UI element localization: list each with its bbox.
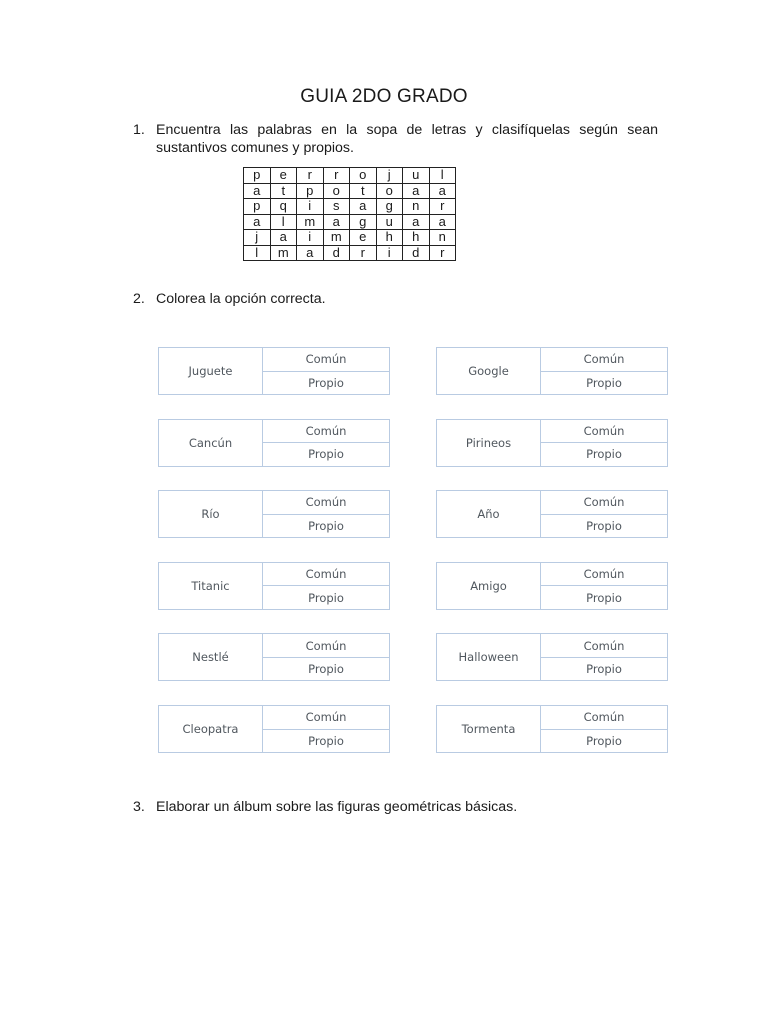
option-proper[interactable]: Propio [308,733,344,748]
word-search-row [244,183,456,199]
noun-label: Río [159,491,263,537]
word-search-cell[interactable]: o [323,183,350,199]
page-title: GUIA 2DO GRADO [300,86,468,107]
question-number: 1. [133,122,145,138]
classification-card [158,419,390,467]
classification-card [436,490,668,538]
option-proper[interactable]: Propio [308,590,344,605]
option-group [541,420,667,466]
question-text-line: Colorea la opción correcta. [156,291,326,307]
option-proper[interactable]: Propio [586,590,622,605]
option-common[interactable]: Común [541,634,667,658]
word-search-cell[interactable]: g [376,199,403,215]
classification-card [436,705,668,753]
classification-card [158,633,390,681]
word-search-cell[interactable]: j [244,230,271,246]
word-search-cell[interactable]: r [429,245,456,261]
word-search-row [244,168,456,184]
word-search-cell[interactable]: a [429,214,456,230]
word-search-cell[interactable]: l [270,214,297,230]
word-search-cell[interactable]: d [323,245,350,261]
classification-card [158,705,390,753]
word-search-cell[interactable]: u [376,214,403,230]
word-search-cell[interactable]: n [429,230,456,246]
word-search-cell[interactable]: m [270,245,297,261]
option-proper[interactable]: Propio [586,375,622,390]
noun-label: Juguete [159,348,263,394]
option-common[interactable]: Común [541,348,667,372]
question-text [156,121,658,157]
option-group [541,634,667,680]
noun-label: Titanic [159,563,263,609]
option-common[interactable]: Común [263,348,389,372]
word-search-cell[interactable]: l [244,245,271,261]
word-search-cell[interactable]: a [270,230,297,246]
word-search-cell[interactable]: a [323,214,350,230]
question-number: 3. [133,799,145,815]
noun-label: Amigo [437,563,541,609]
word-search-cell[interactable]: u [403,168,430,184]
noun-label: Pirineos [437,420,541,466]
noun-label: Tormenta [437,706,541,752]
option-common[interactable]: Común [263,491,389,515]
word-search-cell[interactable]: i [297,199,324,215]
word-search-cell[interactable]: a [403,183,430,199]
classification-card [158,490,390,538]
option-common[interactable]: Común [263,420,389,444]
word-search-cell[interactable]: a [244,214,271,230]
option-proper[interactable]: Propio [308,447,344,462]
word-search-row [244,230,456,246]
word-search-cell[interactable]: a [244,183,271,199]
word-search-cell[interactable]: p [244,199,271,215]
word-search-cell[interactable]: n [403,199,430,215]
word-search-grid [243,167,456,261]
classification-card [436,347,668,395]
option-proper[interactable]: Propio [308,375,344,390]
word-search-cell[interactable]: m [297,214,324,230]
word-search-cell[interactable]: g [350,214,377,230]
word-search-row [244,245,456,261]
word-search-cell[interactable]: i [376,245,403,261]
question-text [156,290,658,308]
word-search-cell[interactable]: j [376,168,403,184]
option-group [541,706,667,752]
word-search-cell[interactable]: t [270,183,297,199]
word-search-cell[interactable]: a [297,245,324,261]
word-search-cell[interactable]: e [350,230,377,246]
option-group [263,563,389,609]
question-text-line: Elaborar un álbum sobre las figuras geométricas básicas. [156,799,518,815]
option-common[interactable]: Común [263,563,389,587]
option-common[interactable]: Común [541,491,667,515]
question-text-line: Encuentra las palabras en la sopa de letras y clasifíquelas según sean [156,122,658,138]
classification-card [436,419,668,467]
option-proper[interactable]: Propio [586,447,622,462]
word-search-cell[interactable]: o [350,168,377,184]
question-text-line: sustantivos comunes y propios. [156,140,354,156]
word-search-cell[interactable]: s [323,199,350,215]
word-search-cell[interactable]: d [403,245,430,261]
word-search-cell[interactable]: p [297,183,324,199]
noun-label: Halloween [437,634,541,680]
option-common[interactable]: Común [263,634,389,658]
option-group [263,491,389,537]
word-search-cell[interactable]: e [270,168,297,184]
noun-label: Cleopatra [159,706,263,752]
classification-card [436,562,668,610]
option-group [263,348,389,394]
word-search-cell[interactable]: a [350,199,377,215]
noun-label: Nestlé [159,634,263,680]
option-common[interactable]: Común [541,706,667,730]
question-text [156,798,658,816]
option-group [541,491,667,537]
word-search-cell[interactable]: h [403,230,430,246]
noun-label: Google [437,348,541,394]
classification-card [436,633,668,681]
word-search-cell[interactable]: q [270,199,297,215]
option-group [541,563,667,609]
option-proper[interactable]: Propio [308,662,344,677]
option-common[interactable]: Común [541,563,667,587]
option-proper[interactable]: Propio [308,518,344,533]
word-search-cell[interactable]: a [403,214,430,230]
option-group [263,634,389,680]
question-number: 2. [133,291,145,307]
word-search-row [244,199,456,215]
word-search-cell[interactable]: r [350,245,377,261]
word-search-cell[interactable]: r [297,168,324,184]
classification-card [158,347,390,395]
noun-label: Cancún [159,420,263,466]
option-proper[interactable]: Propio [586,518,622,533]
word-search-cell[interactable]: o [376,183,403,199]
word-search-cell[interactable]: p [244,168,271,184]
option-group [541,348,667,394]
word-search-cell[interactable]: h [376,230,403,246]
word-search-cell[interactable]: r [323,168,350,184]
option-common[interactable]: Común [541,420,667,444]
word-search-cell[interactable]: m [323,230,350,246]
word-search-row [244,214,456,230]
option-common[interactable]: Común [263,706,389,730]
word-search-cell[interactable]: r [429,199,456,215]
option-group [263,706,389,752]
word-search-cell[interactable]: a [429,183,456,199]
option-group [263,420,389,466]
noun-label: Año [437,491,541,537]
classification-card [158,562,390,610]
word-search-cell[interactable]: t [350,183,377,199]
option-proper[interactable]: Propio [586,662,622,677]
option-proper[interactable]: Propio [586,733,622,748]
word-search-cell[interactable]: i [297,230,324,246]
word-search-cell[interactable]: l [429,168,456,184]
